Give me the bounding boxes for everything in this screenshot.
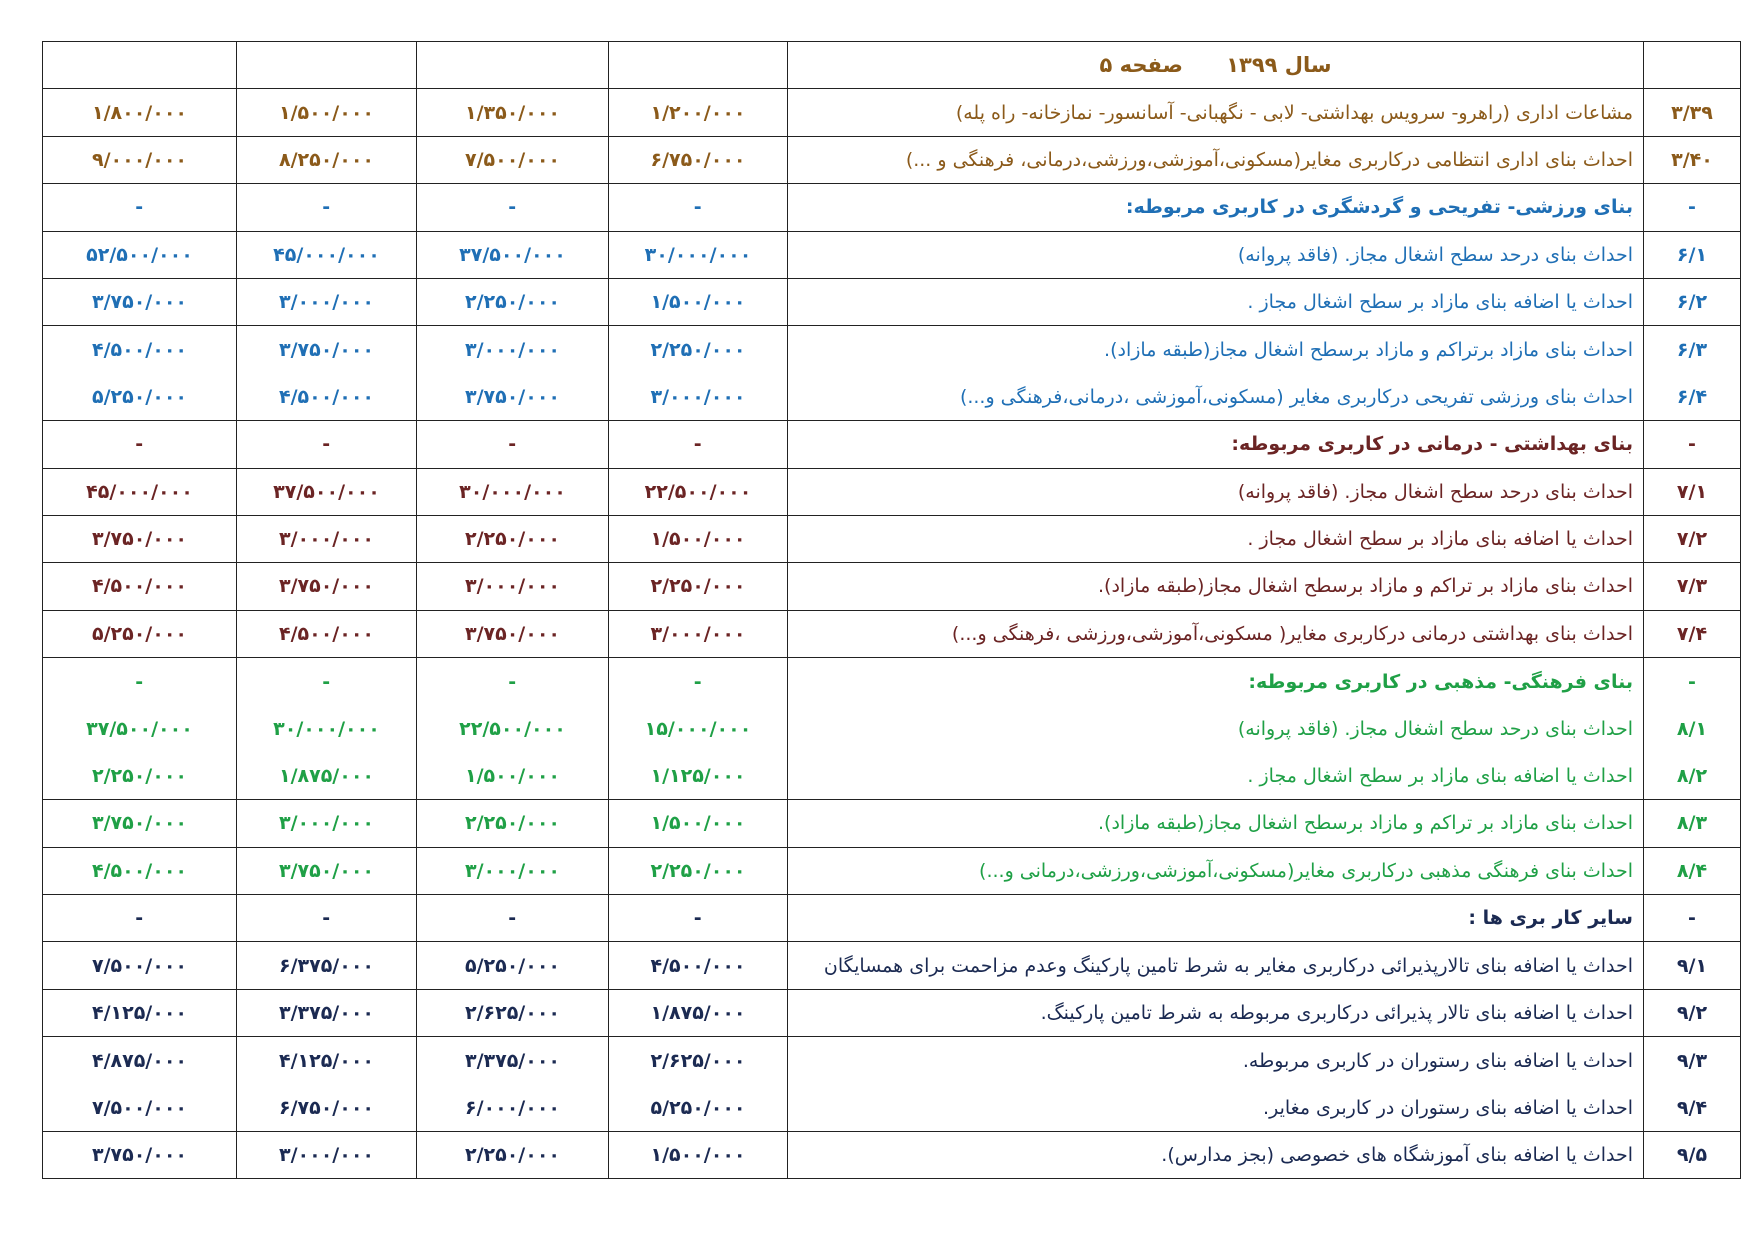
row-value-2: ۳/۰۰۰/۰۰۰ (417, 847, 609, 894)
row-description: احداث یا اضافه بنای آموزشگاه های خصوصی (بجز مدارس). (788, 1131, 1644, 1178)
table-row (43, 800, 1741, 847)
table-row (43, 563, 1741, 610)
row-code: ۸/۴ (1644, 847, 1741, 894)
row-value-4: ۷/۵۰۰/۰۰۰ (43, 1084, 237, 1131)
row-value-3: ۶/۳۷۵/۰۰۰ (237, 942, 417, 989)
row-value-3: ۳/۰۰۰/۰۰۰ (237, 800, 417, 847)
row-description: احداث یا اضافه بنای رستوران در کاربری مربوطه. (788, 1037, 1644, 1084)
year-label: سال ۱۳۹۹ (1226, 53, 1332, 78)
row-value-3: ۳/۳۷۵/۰۰۰ (237, 989, 417, 1036)
row-value-3: ۳۷/۵۰۰/۰۰۰ (237, 468, 417, 515)
header-empty-cell (237, 42, 417, 89)
row-value-4: ۴/۵۰۰/۰۰۰ (43, 847, 237, 894)
row-value-3: ۴/۱۲۵/۰۰۰ (237, 1037, 417, 1084)
row-value-2: ۱/۵۰۰/۰۰۰ (417, 752, 609, 799)
row-value-3: ۱/۵۰۰/۰۰۰ (237, 89, 417, 136)
table-row (43, 847, 1741, 894)
row-description: احداث بنای مازاد بر تراکم و مازاد برسطح اشغال مجاز(طبقه مازاد). (788, 563, 1644, 610)
row-value-3: ۳/۰۰۰/۰۰۰ (237, 1131, 417, 1178)
row-value-4: ۷/۵۰۰/۰۰۰ (43, 942, 237, 989)
row-description: احداث یا اضافه بنای تالار پذیرائی درکاربری مربوطه به شرط تامین پارکینگ. (788, 989, 1644, 1036)
row-value-2: ۲۲/۵۰۰/۰۰۰ (417, 705, 609, 752)
row-value-3: ۳/۰۰۰/۰۰۰ (237, 515, 417, 562)
row-description: سایر کار بری ها : (788, 895, 1644, 942)
row-value-4: ۳/۷۵۰/۰۰۰ (43, 800, 237, 847)
row-value-1: - (609, 421, 788, 468)
row-description: احداث بنای درحد سطح اشغال مجاز. (فاقد پروانه) (788, 468, 1644, 515)
row-value-2: ۲/۲۵۰/۰۰۰ (417, 278, 609, 325)
row-value-3: ۴۵/۰۰۰/۰۰۰ (237, 231, 417, 278)
tariff-table (42, 41, 1741, 1179)
row-description: احداث یا اضافه بنای مازاد بر سطح اشغال مجاز . (788, 515, 1644, 562)
table-row (43, 278, 1741, 325)
row-description: احداث یا اضافه بنای رستوران در کاربری مغایر. (788, 1084, 1644, 1131)
row-value-2: ۷/۵۰۰/۰۰۰ (417, 136, 609, 183)
row-value-1: ۱/۲۰۰/۰۰۰ (609, 89, 788, 136)
row-description: احداث بنای درحد سطح اشغال مجاز. (فاقد پروانه) (788, 705, 1644, 752)
row-value-2: ۲/۲۵۰/۰۰۰ (417, 1131, 609, 1178)
row-value-4: - (43, 184, 237, 231)
row-value-1: ۱/۱۲۵/۰۰۰ (609, 752, 788, 799)
table-row (43, 515, 1741, 562)
row-value-1: ۲۲/۵۰۰/۰۰۰ (609, 468, 788, 515)
row-code: - (1644, 184, 1741, 231)
row-code: ۳/۴۰ (1644, 136, 1741, 183)
table-row (43, 1037, 1741, 1084)
table-row (43, 89, 1741, 136)
row-value-4: ۵/۲۵۰/۰۰۰ (43, 373, 237, 420)
row-value-3: - (237, 658, 417, 705)
row-value-3: ۴/۵۰۰/۰۰۰ (237, 373, 417, 420)
row-value-1: ۴/۵۰۰/۰۰۰ (609, 942, 788, 989)
row-code: - (1644, 895, 1741, 942)
row-code: - (1644, 658, 1741, 705)
row-value-3: ۶/۷۵۰/۰۰۰ (237, 1084, 417, 1131)
row-description: احداث بنای ورزشی تفریحی درکاربری مغایر (مسکونی،آموزشی ،درمانی،فرهنگی و...) (788, 373, 1644, 420)
row-code: ۹/۳ (1644, 1037, 1741, 1084)
table-row (43, 1084, 1741, 1131)
row-value-1: ۶/۷۵۰/۰۰۰ (609, 136, 788, 183)
row-value-2: ۲/۶۲۵/۰۰۰ (417, 989, 609, 1036)
row-value-1: ۱/۵۰۰/۰۰۰ (609, 515, 788, 562)
row-description: بنای بهداشتی - درمانی در کاربری مربوطه: (788, 421, 1644, 468)
row-value-4: - (43, 658, 237, 705)
row-value-3: ۸/۲۵۰/۰۰۰ (237, 136, 417, 183)
row-value-3: ۳/۰۰۰/۰۰۰ (237, 278, 417, 325)
row-value-3: ۳/۷۵۰/۰۰۰ (237, 326, 417, 373)
row-value-4: ۳/۷۵۰/۰۰۰ (43, 515, 237, 562)
table-row (43, 468, 1741, 515)
page-label: صفحه ۵ (1099, 53, 1183, 78)
row-value-2: ۳/۷۵۰/۰۰۰ (417, 610, 609, 657)
row-code: ۷/۳ (1644, 563, 1741, 610)
row-value-4: ۳۷/۵۰۰/۰۰۰ (43, 705, 237, 752)
row-code: ۷/۲ (1644, 515, 1741, 562)
header-row (43, 42, 1741, 89)
row-description: احداث یا اضافه بنای مازاد بر سطح اشغال مجاز . (788, 752, 1644, 799)
row-code: ۶/۳ (1644, 326, 1741, 373)
row-value-2: - (417, 184, 609, 231)
section-heading-row (43, 421, 1741, 468)
row-description: بنای ورزشی- تفریحی و گردشگری در کاربری مربوطه: (788, 184, 1644, 231)
row-value-1: ۳/۰۰۰/۰۰۰ (609, 373, 788, 420)
row-value-4: ۵۲/۵۰۰/۰۰۰ (43, 231, 237, 278)
table-row (43, 373, 1741, 420)
row-value-4: ۵/۲۵۰/۰۰۰ (43, 610, 237, 657)
row-value-1: ۱۵/۰۰۰/۰۰۰ (609, 705, 788, 752)
row-value-1: ۲/۲۵۰/۰۰۰ (609, 563, 788, 610)
row-value-4: ۴/۸۷۵/۰۰۰ (43, 1037, 237, 1084)
row-value-2: ۳۷/۵۰۰/۰۰۰ (417, 231, 609, 278)
row-value-2: ۳۰/۰۰۰/۰۰۰ (417, 468, 609, 515)
row-value-2: ۳/۰۰۰/۰۰۰ (417, 563, 609, 610)
row-value-1: ۱/۵۰۰/۰۰۰ (609, 1131, 788, 1178)
row-value-4: ۳/۷۵۰/۰۰۰ (43, 278, 237, 325)
row-value-3: ۳/۷۵۰/۰۰۰ (237, 563, 417, 610)
row-value-1: - (609, 658, 788, 705)
row-code: ۹/۴ (1644, 1084, 1741, 1131)
row-value-1: ۱/۵۰۰/۰۰۰ (609, 278, 788, 325)
row-value-3: ۳/۷۵۰/۰۰۰ (237, 847, 417, 894)
row-code: ۶/۱ (1644, 231, 1741, 278)
row-value-1: ۱/۸۷۵/۰۰۰ (609, 989, 788, 1036)
row-value-4: ۴/۱۲۵/۰۰۰ (43, 989, 237, 1036)
section-heading-row (43, 658, 1741, 705)
header-empty-cell (609, 42, 788, 89)
row-value-4: ۱/۸۰۰/۰۰۰ (43, 89, 237, 136)
row-value-3: ۱/۸۷۵/۰۰۰ (237, 752, 417, 799)
row-value-4: - (43, 421, 237, 468)
row-value-3: ۴/۵۰۰/۰۰۰ (237, 610, 417, 657)
header-title-cell (788, 42, 1644, 89)
table-row (43, 610, 1741, 657)
row-code: ۶/۲ (1644, 278, 1741, 325)
row-value-3: ۳۰/۰۰۰/۰۰۰ (237, 705, 417, 752)
row-value-2: ۵/۲۵۰/۰۰۰ (417, 942, 609, 989)
row-value-4: ۴/۵۰۰/۰۰۰ (43, 563, 237, 610)
row-description: احداث بنای بهداشتی درمانی درکاربری مغایر( مسکونی،آموزشی،ورزشی ،فرهنگی و...) (788, 610, 1644, 657)
row-value-2: ۳/۷۵۰/۰۰۰ (417, 373, 609, 420)
row-description: مشاعات اداری (راهرو- سرویس بهداشتی- لابی - نگهبانی- آسانسور- نمازخانه- راه پله) (788, 89, 1644, 136)
row-value-1: ۲/۲۵۰/۰۰۰ (609, 326, 788, 373)
row-description: احداث یا اضافه بنای تالارپذیرائی درکاربری مغایر به شرط تامین پارکینگ وعدم مزاحمت برای همسایگان (788, 942, 1644, 989)
row-value-2: ۳/۳۷۵/۰۰۰ (417, 1037, 609, 1084)
row-value-1: ۱/۵۰۰/۰۰۰ (609, 800, 788, 847)
row-description: احداث بنای مازاد برتراکم و مازاد برسطح اشغال مجاز(طبقه مازاد). (788, 326, 1644, 373)
row-value-1: - (609, 184, 788, 231)
table-row (43, 989, 1741, 1036)
row-code: ۳/۳۹ (1644, 89, 1741, 136)
row-value-2: ۲/۲۵۰/۰۰۰ (417, 515, 609, 562)
table-row (43, 705, 1741, 752)
row-value-2: ۳/۰۰۰/۰۰۰ (417, 326, 609, 373)
row-code: ۹/۱ (1644, 942, 1741, 989)
section-heading-row (43, 184, 1741, 231)
row-value-4: ۲/۲۵۰/۰۰۰ (43, 752, 237, 799)
row-value-4: ۹/۰۰۰/۰۰۰ (43, 136, 237, 183)
row-code: ۹/۵ (1644, 1131, 1741, 1178)
section-heading-row (43, 895, 1741, 942)
header-empty-cell (417, 42, 609, 89)
row-description: احداث یا اضافه بنای مازاد بر سطح اشغال مجاز . (788, 278, 1644, 325)
row-value-2: - (417, 658, 609, 705)
row-description: احداث بنای مازاد بر تراکم و مازاد برسطح اشغال مجاز(طبقه مازاد). (788, 800, 1644, 847)
row-code: ۶/۴ (1644, 373, 1741, 420)
row-value-1: ۳/۰۰۰/۰۰۰ (609, 610, 788, 657)
table-row (43, 326, 1741, 373)
row-value-3: - (237, 421, 417, 468)
table-row (43, 942, 1741, 989)
row-description: بنای فرهنگی- مذهبی در کاربری مربوطه: (788, 658, 1644, 705)
row-value-4: ۴۵/۰۰۰/۰۰۰ (43, 468, 237, 515)
row-description: احداث بنای درحد سطح اشغال مجاز. (فاقد پروانه) (788, 231, 1644, 278)
row-value-2: ۱/۳۵۰/۰۰۰ (417, 89, 609, 136)
row-code: ۸/۲ (1644, 752, 1741, 799)
row-value-3: - (237, 895, 417, 942)
row-value-2: ۲/۲۵۰/۰۰۰ (417, 800, 609, 847)
header-code-cell (1644, 42, 1741, 89)
row-value-1: ۲/۲۵۰/۰۰۰ (609, 847, 788, 894)
row-code: ۹/۲ (1644, 989, 1741, 1036)
row-description: احداث بنای اداری انتظامی درکاربری مغایر(مسکونی،آموزشی،ورزشی،درمانی، فرهنگی و ...) (788, 136, 1644, 183)
row-value-1: ۵/۲۵۰/۰۰۰ (609, 1084, 788, 1131)
row-value-1: - (609, 895, 788, 942)
row-code: - (1644, 421, 1741, 468)
row-value-2: - (417, 421, 609, 468)
table-row (43, 752, 1741, 799)
table-row (43, 231, 1741, 278)
row-value-1: ۲/۶۲۵/۰۰۰ (609, 1037, 788, 1084)
row-value-2: - (417, 895, 609, 942)
row-value-4: - (43, 895, 237, 942)
row-value-3: - (237, 184, 417, 231)
header-empty-cell (43, 42, 237, 89)
row-code: ۷/۴ (1644, 610, 1741, 657)
row-value-4: ۳/۷۵۰/۰۰۰ (43, 1131, 237, 1178)
row-description: احداث بنای فرهنگی مذهبی درکاربری مغایر(مسکونی،آموزشی،ورزشی،درمانی و...) (788, 847, 1644, 894)
table-row (43, 136, 1741, 183)
row-value-2: ۶/۰۰۰/۰۰۰ (417, 1084, 609, 1131)
row-code: ۸/۱ (1644, 705, 1741, 752)
row-value-1: ۳۰/۰۰۰/۰۰۰ (609, 231, 788, 278)
row-code: ۷/۱ (1644, 468, 1741, 515)
table-row (43, 1131, 1741, 1178)
row-code: ۸/۳ (1644, 800, 1741, 847)
row-value-4: ۴/۵۰۰/۰۰۰ (43, 326, 237, 373)
